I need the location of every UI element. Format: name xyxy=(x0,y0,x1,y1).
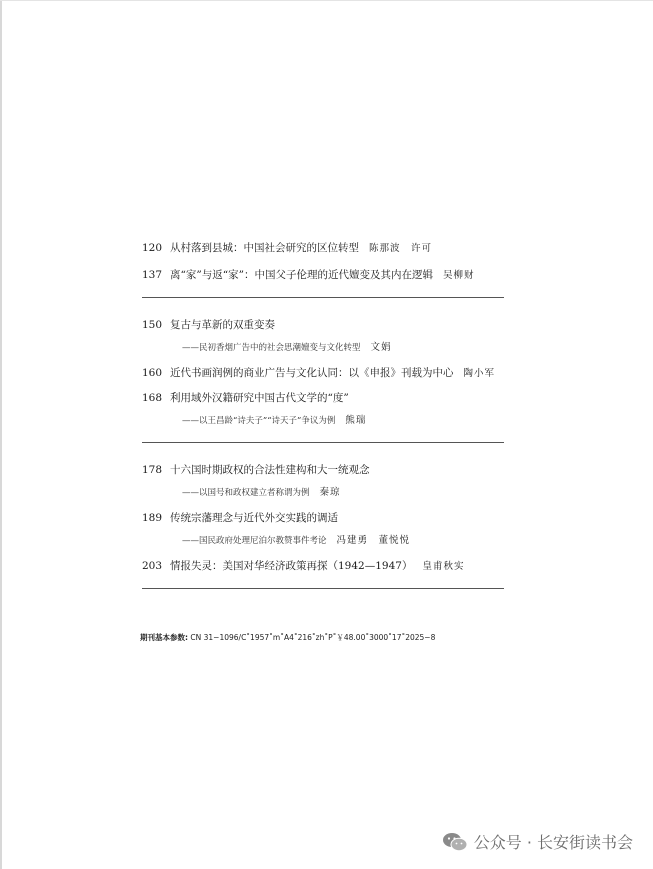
toc-entry[interactable] xyxy=(142,559,522,574)
toc-page-number: 178 xyxy=(142,464,163,476)
toc-author: 陶小军 xyxy=(463,368,496,379)
journal-parameters xyxy=(140,632,435,643)
toc-author: 皇甫秋实 xyxy=(422,561,465,572)
toc-subtitle-line xyxy=(182,535,410,547)
toc-title: 十六国时期政权的合法性建构和大一统观念 xyxy=(170,464,370,476)
toc-page-number: 189 xyxy=(142,512,163,524)
page-top-edge xyxy=(0,0,653,1)
toc-entry[interactable] xyxy=(142,366,522,381)
journal-parameters-label: 期刊基本参数: xyxy=(140,633,188,642)
toc-page-number: 168 xyxy=(142,392,163,404)
section-divider xyxy=(142,588,504,589)
toc-page-number: 150 xyxy=(142,319,163,331)
toc-title: 从村落到县城：中国社会研究的区位转型 xyxy=(170,242,359,254)
toc-title: 离“家”与返“家”：中国父子伦理的近代嬗变及其内在逻辑 xyxy=(170,269,433,281)
toc-author: 熊瑞 xyxy=(345,415,367,426)
toc-page-number: 137 xyxy=(142,269,163,281)
toc-author: 秦琼 xyxy=(319,487,341,498)
toc-entry[interactable] xyxy=(142,268,522,283)
toc-author: 吴柳财 xyxy=(442,270,475,281)
toc-author: 陈那波 许可 xyxy=(369,243,433,254)
toc-title: 近代书画润例的商业广告与文化认同：以《申报》刊载为中心 xyxy=(170,367,454,379)
toc-page-number: 120 xyxy=(142,242,163,254)
journal-parameters-value: CN 31−1096/C˚1957˚m˚A4˚216˚zh˚P˚￥48.00˚3000˚17˚2025−8 xyxy=(190,633,436,642)
toc-subtitle: ——以王昌龄“诗夫子”“诗天子”争议为例 xyxy=(182,416,336,426)
toc-subtitle-line xyxy=(182,415,366,427)
toc-subtitle-line xyxy=(182,342,392,354)
toc-subtitle: ——国民政府处理尼泊尔教赞事件考论 xyxy=(182,536,327,546)
toc-entry[interactable] xyxy=(142,241,522,256)
toc-page-number: 160 xyxy=(142,367,163,379)
toc-author: 冯建勇 董悦悦 xyxy=(336,535,411,546)
watermark-text: 公众号 · 长安街读书会 xyxy=(473,833,633,852)
page-left-edge xyxy=(0,0,2,869)
toc-entry[interactable] xyxy=(142,318,522,332)
toc-subtitle: ——民初香烟广告中的社会思潮嬗变与文化转型 xyxy=(182,343,361,353)
toc-page-number: 203 xyxy=(142,560,163,572)
section-divider xyxy=(142,442,504,443)
toc-subtitle: ——以国号和政权建立者称谓为例 xyxy=(182,488,310,498)
toc-title: 情报失灵：美国对华经济政策再探（1942—1947） xyxy=(170,560,413,572)
wechat-icon xyxy=(442,832,468,852)
section-divider xyxy=(142,297,504,298)
toc-subtitle-line xyxy=(182,487,341,499)
toc-author: 文娟 xyxy=(370,342,392,353)
toc-entry[interactable] xyxy=(142,391,522,405)
toc-entry[interactable] xyxy=(142,511,522,525)
toc-entry[interactable] xyxy=(142,463,522,477)
toc-title: 传统宗藩理念与近代外交实践的调适 xyxy=(170,512,338,524)
watermark xyxy=(442,830,633,853)
toc-title: 复古与革新的双重变奏 xyxy=(170,319,275,331)
toc-title: 利用域外汉籍研究中国古代文学的“度” xyxy=(170,392,349,404)
